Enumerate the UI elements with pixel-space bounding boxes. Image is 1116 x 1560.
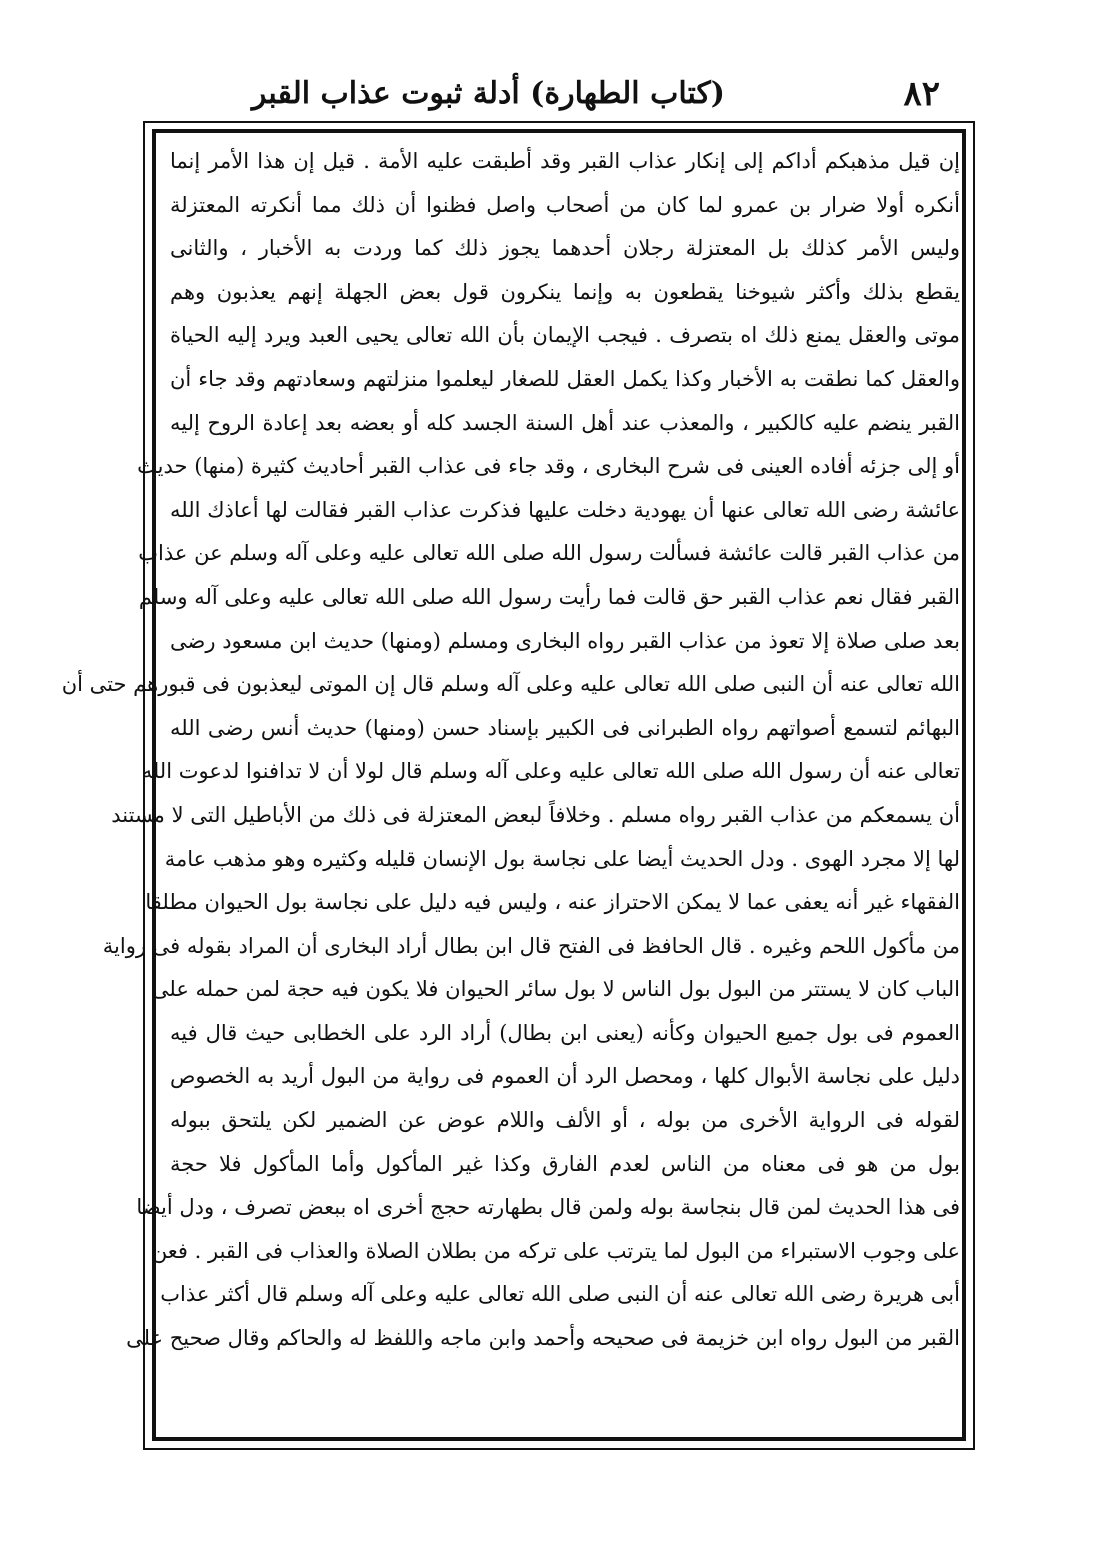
text-line: أو إلى جزئه أفاده العينى فى شرح البخارى ، وقد جاء فى عذاب القبر أحاديث كثيرة (منها) حديث: [137, 454, 960, 479]
text-line: أن يسمعكم من عذاب القبر رواه مسلم . وخلافاً لبعض المعتزلة فى ذلك من الأباطيل التى لا مستند: [111, 802, 960, 827]
text-line: الله تعالى عنه أن النبى صلى الله تعالى عليه وعلى آله وسلم قال إن الموتى ليعذبون فى قبورهم حتى أن: [61, 672, 960, 697]
text-line: بعد صلى صلاة إلا تعوذ من عذاب القبر رواه البخارى ومسلم (ومنها) حديث ابن مسعود رضى: [170, 628, 960, 653]
text-line: عائشة رضى الله تعالى عنها أن يهودية دخلت عليها فذكرت عذاب القبر فقالت لها أعاذك الله: [170, 497, 960, 522]
text-line: يقطع بذلك وأكثر شيوخنا يقطعون به وإنما ينكرون قول بعض الجهلة إنهم يعذبون وهم: [170, 279, 960, 304]
text-line: موتى والعقل يمنع ذلك اه بتصرف . فيجب الإيمان بأن الله تعالى يحيى العبد ويرد إليه الحياة: [170, 323, 960, 348]
text-line: بول من هو فى معناه من الناس لعدم الفارق وكذا غير المأكول وأما المأكول فلا حجة: [170, 1151, 960, 1176]
text-line: وليس الأمر كذلك بل المعتزلة رجلان أحدهما يجوز ذلك كما وردت به الأخبار ، والثانى: [170, 236, 960, 261]
text-line: [170, 1361, 960, 1405]
text-line: لقوله فى الرواية الأخرى من بوله ، أو الألف واللام عوض عن الضمير لكن يلتحق ببوله: [170, 1108, 960, 1133]
text-line: العموم فى بول جميع الحيوان وكأنه (يعنى ابن بطال) أراد الرد على الخطابى حيث قال فيه: [170, 1020, 960, 1045]
text-line: والعقل كما نطقت به الأخبار وكذا يكمل العقل للصغار ليعلموا منزلتهم وسعادتهم وقد جاء أن: [170, 366, 960, 391]
text-line: القبر من البول رواه ابن خزيمة فى صحيحه وأحمد وابن ماجه واللفظ له والحاكم وقال صحيح على: [126, 1326, 960, 1351]
body-text: [61, 140, 960, 1430]
page-header: [150, 70, 970, 126]
text-line: فى هذا الحديث لمن قال بنجاسة بوله ولمن قال بطهارته حجج أخرى اه ببعض تصرف ، ودل أيضا: [136, 1195, 960, 1220]
text-line: من عذاب القبر قالت عائشة فسألت رسول الله صلى الله تعالى عليه وعلى آله وسلم عن عذاب: [138, 541, 960, 566]
text-line: القبر ينضم عليه كالكبير ، والمعذب عند أهل السنة الجسد كله أو بعضه بعد إعادة الروح إليه: [170, 410, 960, 435]
text-line: البهائم لتسمع أصواتهم رواه الطبرانى فى الكبير بإسناد حسن (ومنها) حديث أنس رضى الله: [170, 715, 960, 740]
text-line: أبى هريرة رضى الله تعالى عنه أن النبى صلى الله تعالى عليه وعلى آله وسلم قال أكثر عذاب: [160, 1282, 960, 1307]
text-line: تعالى عنه أن رسول الله صلى الله تعالى عليه وعلى آله وسلم قال لولا أن لا تدافنوا لدعوت الله: [141, 759, 960, 784]
text-line: الباب كان لا يستتر من البول بول الناس لا بول سائر الحيوان فلا يكون فيه حجة لمن حمله على: [151, 977, 960, 1002]
page-number: ٨٢: [903, 74, 940, 114]
running-title: (كتاب الطهارة) أدلة ثبوت عذاب القبر: [251, 76, 725, 111]
text-line: من مأكول اللحم وغيره . قال الحافظ فى الفتح قال ابن بطال أراد البخارى أن المراد بقوله فى رواية: [102, 933, 960, 958]
text-line: القبر فقال نعم عذاب القبر حق قالت فما رأيت رسول الله صلى الله تعالى عليه وعلى آله وسلم: [138, 584, 960, 609]
text-line: إن قيل مذهبكم أداكم إلى إنكار عذاب القبر وقد أطبقت عليه الأمة . قيل إن هذا الأمر إنما: [170, 149, 960, 173]
text-line: الفقهاء غير أنه يعفى عما لا يمكن الاحتراز عنه ، وليس فيه دليل على نجاسة بول الحيوان مطلقا: [145, 890, 960, 915]
text-line: على وجوب الاستبراء من البول لما يترتب على تركه من بطلان الصلاة والعذاب فى القبر . فعن: [151, 1238, 960, 1263]
text-line: لها إلا مجرد الهوى . ودل الحديث أيضا على نجاسة بول الإنسان قليله وكثيره وهو مذهب عامة: [164, 846, 960, 871]
text-line: دليل على نجاسة الأبوال كلها ، ومحصل الرد أن العموم فى رواية من البول أريد به الخصوص: [170, 1064, 960, 1089]
text-line: أنكره أولا ضرار بن عمرو لما كان من أصحاب واصل فظنوا أن ذلك مما أنكرته المعتزلة: [170, 192, 960, 217]
